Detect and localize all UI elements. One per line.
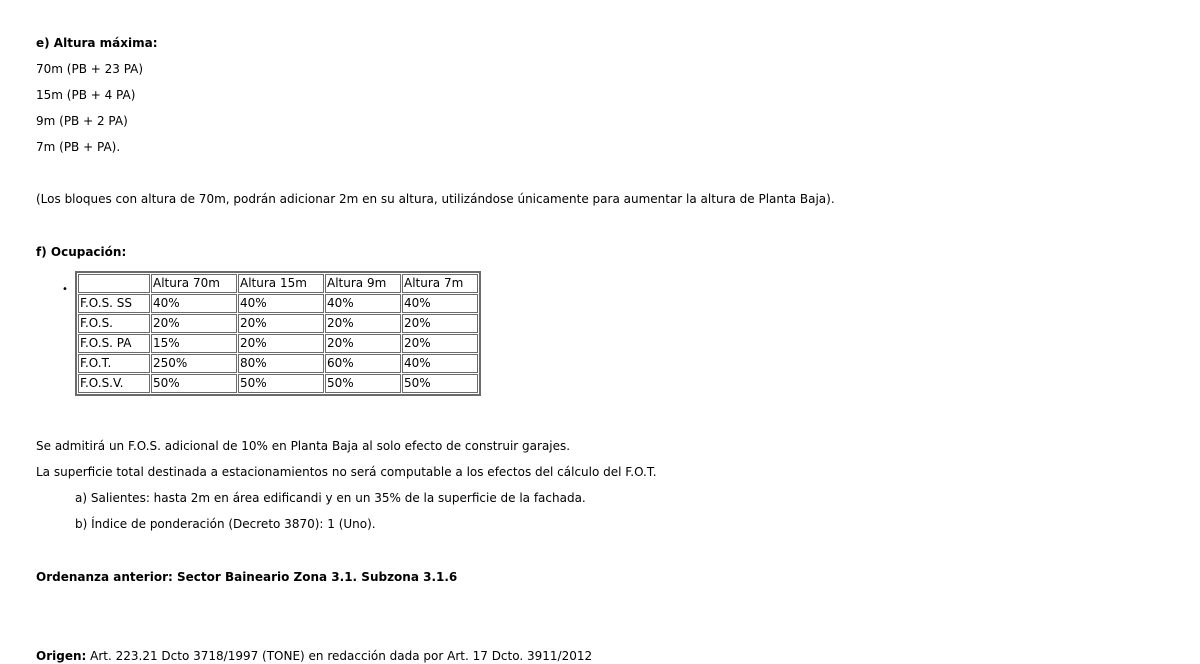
table-cell: 40% — [402, 354, 478, 373]
table-header-row — [78, 274, 478, 293]
table-cell: 40% — [151, 294, 237, 313]
table-row — [78, 354, 478, 373]
table-cell: 40% — [402, 294, 478, 313]
table-cell: F.O.S. PA — [78, 334, 150, 353]
altura-line-70m: 70m (PB + 23 PA) — [36, 62, 144, 76]
table-row — [78, 314, 478, 333]
origen-text: Art. 223.21 Dcto 3718/1997 (TONE) en redacción dada por Art. 17 Dcto. 3911/2012 — [86, 649, 593, 663]
table-row — [78, 374, 478, 393]
altura-heading: e) Altura máxima: — [36, 36, 158, 50]
list-bullet: • — [62, 284, 68, 295]
table-row — [78, 334, 478, 353]
table-cell: 20% — [151, 314, 237, 333]
table-cell: 60% — [325, 354, 401, 373]
origen-line — [36, 648, 592, 664]
table-cell: 50% — [238, 374, 324, 393]
table-cell: 40% — [325, 294, 401, 313]
table-cell: 20% — [402, 314, 478, 333]
table-cell: F.O.S. SS — [78, 294, 150, 313]
table-cell: 20% — [402, 334, 478, 353]
table-cell: 40% — [238, 294, 324, 313]
origen-label: Origen: — [36, 649, 87, 663]
table-cell: 20% — [325, 334, 401, 353]
table-cell: 250% — [151, 354, 237, 373]
ocupacion-heading: f) Ocupación: — [36, 245, 127, 259]
table-row — [78, 294, 478, 313]
table-cell: 20% — [238, 314, 324, 333]
table-cell: F.O.S. — [78, 314, 150, 333]
superficie-paragraph: La superficie total destinada a estacionamientos no será computable a los efectos del cálculo del F.O.T. — [36, 465, 657, 479]
altura-note: (Los bloques con altura de 70m, podrán adicionar 2m en su altura, utilizándose únicamente para aumentar la altura de Planta Baja). — [36, 192, 835, 206]
table-header-cell: Altura 70m — [151, 274, 237, 293]
table-header-cell: Altura 7m — [402, 274, 478, 293]
table-cell: 20% — [238, 334, 324, 353]
salientes-paragraph: a) Salientes: hasta 2m en área edificandi y en un 35% de la superficie de la fachada. — [75, 491, 586, 505]
indice-paragraph: b) Índice de ponderación (Decreto 3870): 1 (Uno). — [75, 517, 376, 531]
table-cell: 50% — [325, 374, 401, 393]
table-header-cell: Altura 9m — [325, 274, 401, 293]
table-cell: F.O.S.V. — [78, 374, 150, 393]
table-cell: 80% — [238, 354, 324, 373]
table-header-cell — [78, 274, 150, 293]
ordenanza-anterior: Ordenanza anterior: Sector Baineario Zona 3.1. Subzona 3.1.6 — [36, 570, 458, 584]
altura-line-15m: 15m (PB + 4 PA) — [36, 88, 136, 102]
table-cell: F.O.T. — [78, 354, 150, 373]
fos-adicional-paragraph: Se admitirá un F.O.S. adicional de 10% en Planta Baja al solo efecto de construir garajes. — [36, 439, 571, 453]
table-cell: 50% — [151, 374, 237, 393]
table-cell: 15% — [151, 334, 237, 353]
altura-line-9m: 9m (PB + 2 PA) — [36, 114, 128, 128]
ocupacion-table — [75, 271, 481, 396]
table-header-cell: Altura 15m — [238, 274, 324, 293]
table-cell: 20% — [325, 314, 401, 333]
altura-line-7m: 7m (PB + PA). — [36, 140, 121, 154]
table-cell: 50% — [402, 374, 478, 393]
